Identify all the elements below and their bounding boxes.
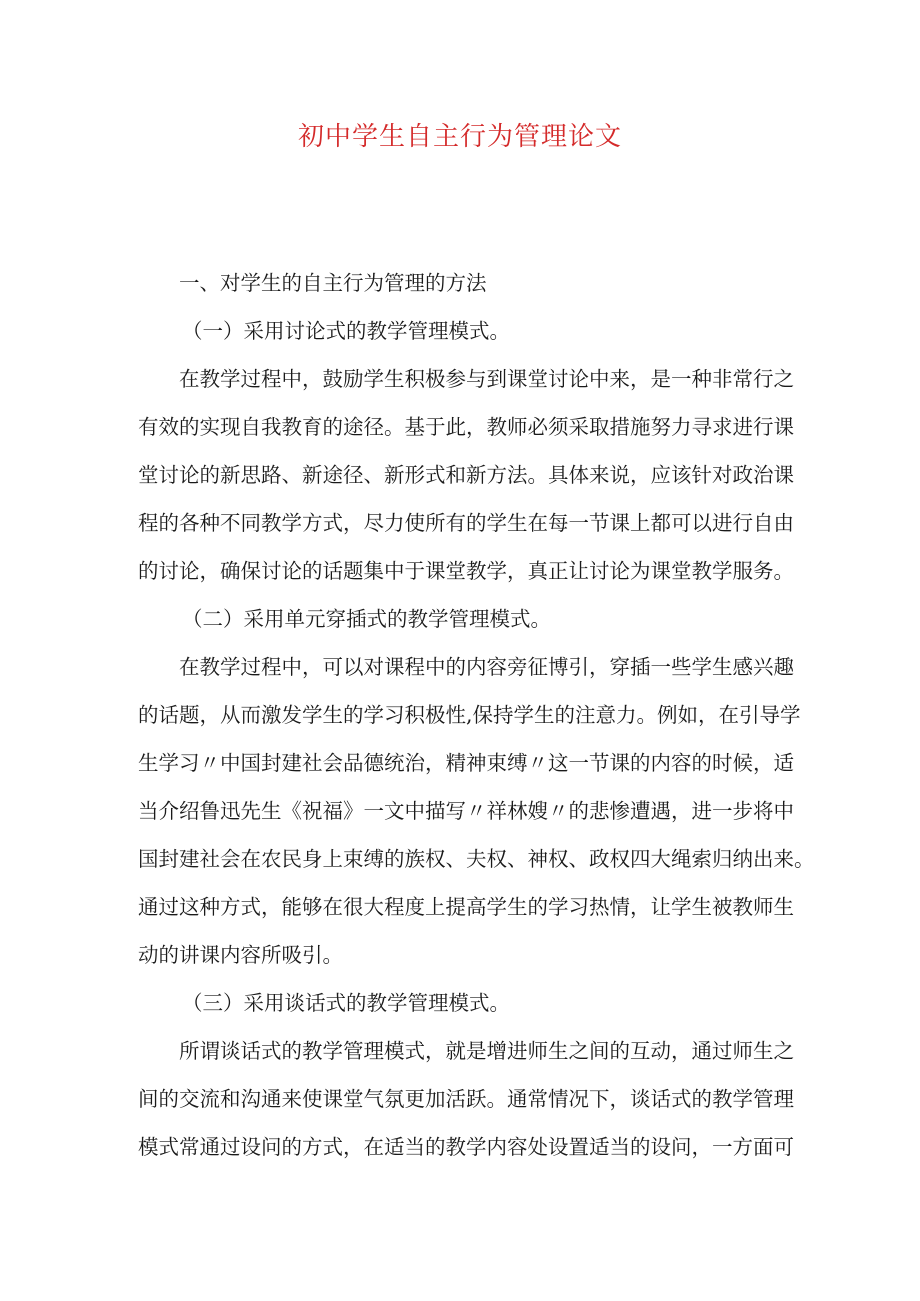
subsection-heading: （三）采用谈话式的教学管理模式。 <box>182 991 510 1015</box>
subsection-heading: （一）采用讨论式的教学管理模式。 <box>182 319 510 343</box>
paragraph-line: 模式常通过设问的方式，在适当的教学内容处设置适当的设问，一方面可 <box>138 1135 794 1159</box>
paragraph-line: 在教学过程中，可以对课程中的内容旁征博引，穿插一些学生感兴趣 <box>179 655 794 679</box>
paragraph-line: 动的讲课内容所吸引。 <box>138 943 343 967</box>
document-body <box>138 259 815 1171</box>
subsection-heading: （二）采用单元穿插式的教学管理模式。 <box>182 607 551 631</box>
paragraph-line: 程的各种不同教学方式，尽力使所有的学生在每一节课上都可以进行自由 <box>138 511 794 535</box>
paragraph-line: 间的交流和沟通来使课堂气氛更加活跃。通常情况下，谈话式的教学管理 <box>138 1087 794 1111</box>
paragraph-line: 当介绍鲁迅先生《祝福》一文中描写〃祥林嫂〃的悲惨遭遇，进一步将中 <box>138 799 794 823</box>
paragraph-line: 生学习〃中国封建社会品德统治，精神束缚〃这一节课的内容的时候，适 <box>138 751 794 775</box>
document-title: 初中学生自主行为管理论文 <box>297 122 622 152</box>
paragraph-line: 通过这种方式，能够在很大程度上提高学生的学习热情，让学生被教师生 <box>138 895 794 919</box>
paragraph-line: 有效的实现自我教育的途径。基于此，教师必须采取措施努力寻求进行课 <box>138 415 794 439</box>
paragraph-line: 的话题，从而激发学生的学习积极性,保持学生的注意力。例如，在引导学 <box>138 703 801 727</box>
paragraph-line: 堂讨论的新思路、新途径、新形式和新方法。具体来说，应该针对政治课 <box>138 463 794 487</box>
section-heading: 一、对学生的自主行为管理的方法 <box>179 271 487 295</box>
paragraph-line: 的讨论，确保讨论的话题集中于课堂教学，真正让讨论为课堂教学服务。 <box>138 559 794 583</box>
paragraph-line: 国封建社会在农民身上束缚的族权、夫权、神权、政权四大绳索归纳出来。 <box>138 847 815 871</box>
paragraph-line: 在教学过程中，鼓励学生积极参与到课堂讨论中来，是一种非常行之 <box>179 367 794 391</box>
paragraph-line: 所谓谈话式的教学管理模式，就是增进师生之间的互动，通过师生之 <box>179 1039 794 1063</box>
